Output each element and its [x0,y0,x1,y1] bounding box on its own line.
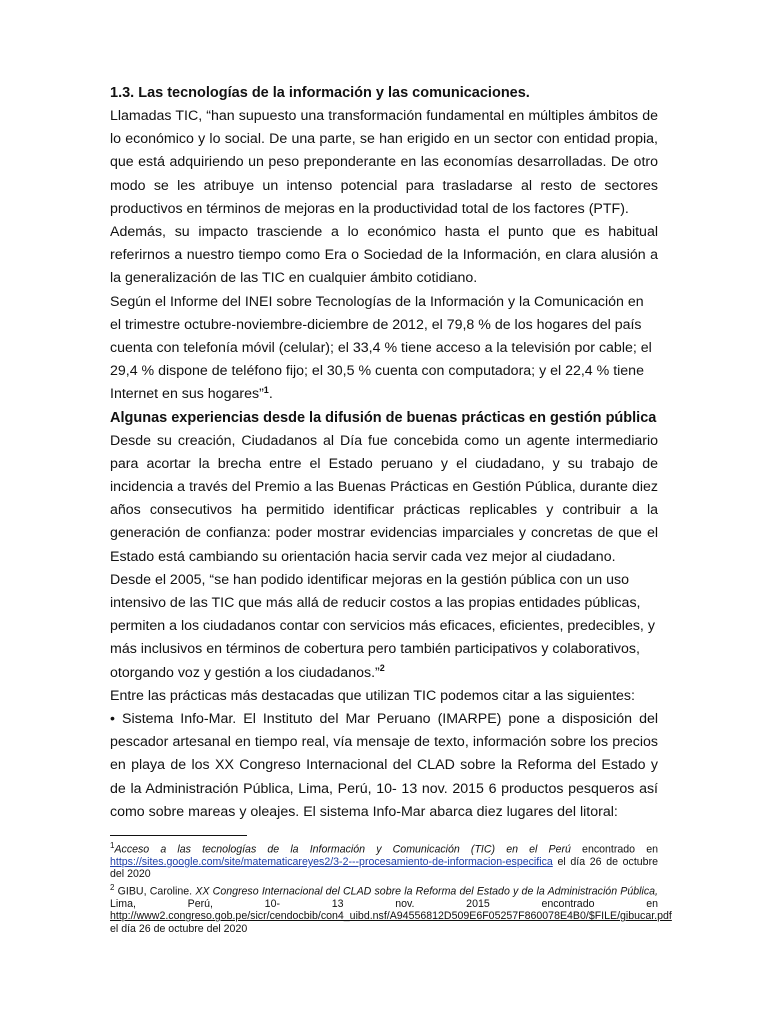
footnote-2-title: XX Congreso Internacional del CLAD sobre la Reforma del Estado y de la Administración Pública, [195,885,658,898]
footnote-2-author: GIBU, Caroline. [114,885,196,898]
improvements-text: Desde el 2005, “se han podido identificar mejoras en la gestión pública con un uso intensivo de las TIC que más allá de reducir costos a las propias entidades públicas, permiten a los ciudadanos contar con servicios más eficaces, eficientes, predecibles, y más inclusivos en términos de cobertura pero también participativos y colaborativos, otorgando voz y gestión a los ciudadanos.” [110,571,655,681]
footnote-1 [110,840,658,881]
subheading-experiences: Algunas experiencias desde la difusión de buenas prácticas en gestión pública [110,409,657,426]
list-item-info-mar [110,708,658,824]
footnote-1-number: 1 [110,841,115,850]
footnote-1-title: Acceso a las tecnologías de la Información y Comunicación (TIC) en el Perú [114,843,571,856]
paragraph-tic-impact: Además, su impacto trasciende a lo económico hasta el punto que es habitual referirnos a nuestro tiempo como Era o Sociedad de la Información, en clara alusión a la generalización de las TIC en cualquier ámbito cotidiano. [110,224,658,287]
footnote-ref-1[interactable]: 1 [263,384,269,395]
footnote-ref-2[interactable]: 2 [379,662,385,673]
footnote-1-date: el día 26 de octubre del 2020 [110,855,658,881]
paragraph-ciudadanos-al-dia: Desde su creación, Ciudadanos al Día fue concebida como un agente intermediario para acortar la brecha entre el Estado peruano y el ciudadano, y su trabajo de incidencia a través del Premio a las Buenas Prácticas en Gestión Pública, durante diez años consecutivos ha permitido identificar prácticas replicables y contribuir a la generación de confianza: poder mostrar evidencias imparciales y concretas de que el Estado está cambiando su orientación hacia servir cada vez mejor al ciudadano. [110,432,658,565]
footnote-2 [110,882,672,935]
footnotes [110,835,672,936]
footnote-2-date: el día 26 de octubre del 2020 [110,922,248,935]
inei-report-end: . [268,386,273,403]
footnote-divider [110,835,247,836]
footnote-2-link[interactable]: http://www2.congreso.gob.pe/sicr/cendocbib/con4_uibd.nsf/A94556812D509E6F05257F860078E4B0/$FILE/gibucar.pdf [110,910,672,923]
paragraph-tic-definition: Llamadas TIC, “han supuesto una transformación fundamental en múltiples ámbitos de lo económico y lo social. De una parte, se han erigido en un sector con entidad propia, que está adquiriendo un peso preponderante en las economías desarrolladas. De otro modo se les atribuye un intenso potencial para trasladarse al resto de sectores productivos en términos de mejoras en la productividad total de los factores (PTF). [110,108,658,217]
section-heading: 1.3. Las tecnologías de la información y las comunicaciones. [110,85,530,101]
footnote-2-number: 2 [110,882,115,892]
footnote-1-found: encontrado en [570,843,658,856]
inei-report-text: Según el Informe del INEI sobre Tecnologías de la Información y la Comunicación en el trimestre octubre-noviembre-diciembre de 2012, el 79,8 % de los hogares del país cuenta con telefonía móvil (celular); el 33,4 % tiene acceso a la televisión por cable; el 29,4 % dispone de teléfono fijo; el 30,5 % cuenta con computadora; y el 22,4 % tiene Internet en sus hogares” [110,293,652,403]
paragraph-practices-intro: Entre las prácticas más destacadas que utilizan TIC podemos citar a las siguientes: [110,687,635,704]
paragraph-inei-report [110,291,658,407]
footnote-1-link[interactable]: https://sites.google.com/site/matematicareyes2/3-2---procesamiento-de-informacion-especifica [110,855,553,868]
paragraph-improvements [110,569,658,685]
bullet-icon: • [110,711,115,728]
footnote-2-place: Lima, Perú, 10- 13 nov. 2015 encontrado en [110,897,658,910]
info-mar-text: Sistema Info-Mar. El Instituto del Mar Peruano (IMARPE) pone a disposición del pescador artesanal en tiempo real, vía mensaje de texto, información sobre los precios en playa de los XX Congreso Internacional del CLAD sobre la Reforma del Estado y de la Administración Pública, Lima, Perú, 10- 13 nov. 2015 6 productos pesqueros así como sobre mareas y oleajes. El sistema Info-Mar abarca diez lugares del litoral: [110,711,658,820]
